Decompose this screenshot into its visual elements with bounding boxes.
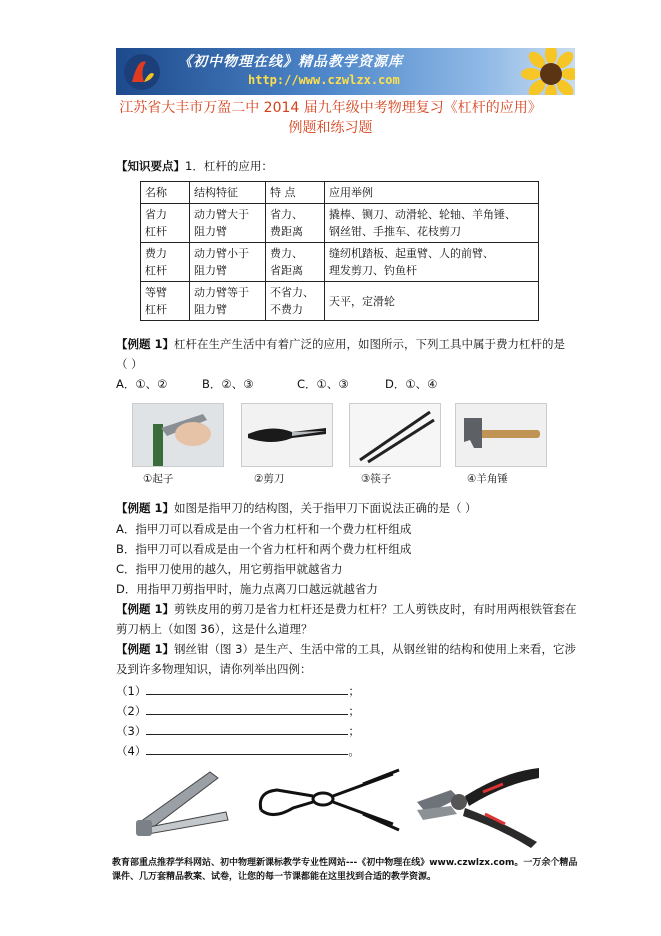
ex1-option-c: C．①、③: [297, 377, 349, 391]
doc-title-line1: 江苏省大丰市万盈二中 2014 届九年级中考物理复习《杠杆的应用》: [119, 100, 542, 116]
answer-input[interactable]: [146, 702, 348, 715]
table-cell: 天平，定滑轮: [325, 282, 539, 321]
ex1-option-a: A．①、②: [116, 377, 168, 391]
knowledge-tag: 【知识要点】: [116, 159, 185, 173]
table-cell: 费力、 省距离: [266, 243, 325, 282]
answer-end: ；: [348, 724, 360, 738]
answer-blank-3: [116, 722, 360, 739]
table-row: [141, 282, 539, 321]
banner-title: 《初中物理在线》精品教学资源库: [178, 54, 403, 70]
table-header: 应用举例: [325, 182, 539, 204]
table-cell: 等臂 杠杆: [141, 282, 190, 321]
ex2-text: 如图是指甲刀的结构图，关于指甲刀下面说法正确的是（ ）: [174, 501, 477, 515]
site-logo-icon: [122, 52, 162, 92]
scissors-photo: [241, 403, 333, 467]
chopsticks-icon: [350, 404, 440, 466]
ex3-tag: 【例题 1】: [116, 602, 175, 616]
nail-clipper-photo: [130, 762, 238, 844]
scissors-icon: [242, 404, 332, 466]
table-cell: 不省力、 不费力: [266, 282, 325, 321]
ex2-tag: 【例题 1】: [116, 501, 175, 515]
knowledge-heading: [116, 158, 273, 174]
ex1-option-b: B．②、③: [202, 377, 254, 391]
page-footer: 教育部重点推荐学科网站、初中物理新课标教学专业性网站---《初中物理在线》www.czwlzx.com。一万余个精品课件、几万套精品教案、试卷，让您的每一节课都能在这里找到合适的教学资源。: [112, 858, 578, 882]
ex4-question: [116, 641, 576, 657]
table-cell: 省力 杠杆: [141, 204, 190, 243]
table-header: 名称: [141, 182, 190, 204]
ex3-line1: 剪铁皮用的剪刀是省力杠杆还是费力杠杆？工人剪铁皮时，有时用两根铁管套在: [174, 602, 577, 616]
banner-url: http://www.czwlzx.com: [248, 73, 400, 87]
ex2-option-b: B．指甲刀可以看成是由一个省力杠杆和两个费力杠杆组成: [116, 542, 412, 556]
ex2-question: [116, 500, 477, 516]
ex1-question: [116, 336, 565, 352]
answer-num: （4）: [116, 744, 147, 758]
ex1-text: 杠杆在生产生活中有着广泛的应用，如图所示，下列工具中属于费力杠杆的是: [174, 337, 566, 351]
table-cell: 动力臂大于 阻力臂: [190, 204, 266, 243]
answer-num: （1）: [116, 684, 147, 698]
ex1-paren: （ ）: [116, 357, 143, 371]
chopsticks-photo: [349, 403, 441, 467]
caption-claw-hammer: ④羊角锤: [467, 473, 508, 485]
answer-blank-2: [116, 702, 360, 719]
table-cell: 缝纫机踏板、起重臂、人的前臂、 理发剪刀、钓鱼杆: [325, 243, 539, 282]
answer-blank-4: [116, 742, 360, 759]
nail-clipper-icon: [130, 762, 238, 844]
table-row: [141, 243, 539, 282]
table-cell: 动力臂小于 阻力臂: [190, 243, 266, 282]
ex1-tag: 【例题 1】: [116, 337, 175, 351]
ex3-line2: 剪刀柄上（如图 36），这是什么道理？: [116, 622, 313, 636]
answer-num: （3）: [116, 724, 147, 738]
answer-blank-1: [116, 682, 360, 699]
answer-input[interactable]: [146, 682, 348, 695]
answer-end: ；: [348, 684, 360, 698]
ex4-tag: 【例题 1】: [116, 642, 175, 656]
ex1-option-d: D．①、④: [385, 377, 438, 391]
bottle-opener-photo: [132, 403, 224, 467]
sunflower-icon: [521, 48, 575, 95]
lever-table: [140, 181, 539, 321]
tin-snips-drawing: [253, 762, 403, 844]
ex2-option-d: D．用指甲刀剪指甲时，施力点离刀口越远就越省力: [116, 582, 378, 596]
ex4-line2: 及到许多物理知识，请你列举出四例：: [116, 662, 312, 676]
answer-input[interactable]: [146, 742, 348, 755]
ex2-option-a: A．指甲刀可以看成是由一个省力杠杆和一个费力杠杆组成: [116, 522, 412, 536]
ex4-line1: 钢丝钳（图 3）是生产、生活中常的工具，从钢丝钳的结构和使用上来看，它涉: [174, 642, 576, 656]
claw-hammer-icon: [456, 404, 546, 466]
pliers-icon: [413, 762, 543, 848]
answer-num: （2）: [116, 704, 147, 718]
table-cell: 撬棒、铡刀、动滑轮、轮轴、羊角锤、 钢丝钳、手推车、花枝剪刀: [325, 204, 539, 243]
answer-end: 。: [348, 744, 360, 758]
table-cell: 费力 杠杆: [141, 243, 190, 282]
table-row: [141, 204, 539, 243]
answer-end: ；: [348, 704, 360, 718]
doc-title-line2: 例题和练习题: [288, 120, 373, 136]
caption-scissors: ②剪刀: [254, 473, 285, 485]
knowledge-text: 1．杠杆的应用：: [185, 159, 273, 173]
table-header-row: [141, 182, 539, 204]
caption-bottle-opener: ①起子: [143, 473, 174, 485]
ex3-question: [116, 601, 577, 617]
answer-input[interactable]: [146, 722, 348, 735]
table-cell: 动力臂等于 阻力臂: [190, 282, 266, 321]
table-cell: 省力、 费距离: [266, 204, 325, 243]
ex2-option-c: C．指甲刀使用的越久，用它剪指甲就越省力: [116, 562, 343, 576]
table-header: 结构特征: [190, 182, 266, 204]
bottle-opener-icon: [133, 404, 223, 466]
caption-chopsticks: ③筷子: [361, 473, 392, 485]
tin-snips-icon: [253, 762, 403, 844]
site-banner: [116, 48, 575, 95]
claw-hammer-photo: [455, 403, 547, 467]
pliers-photo: [413, 762, 543, 848]
table-header: 特 点: [266, 182, 325, 204]
